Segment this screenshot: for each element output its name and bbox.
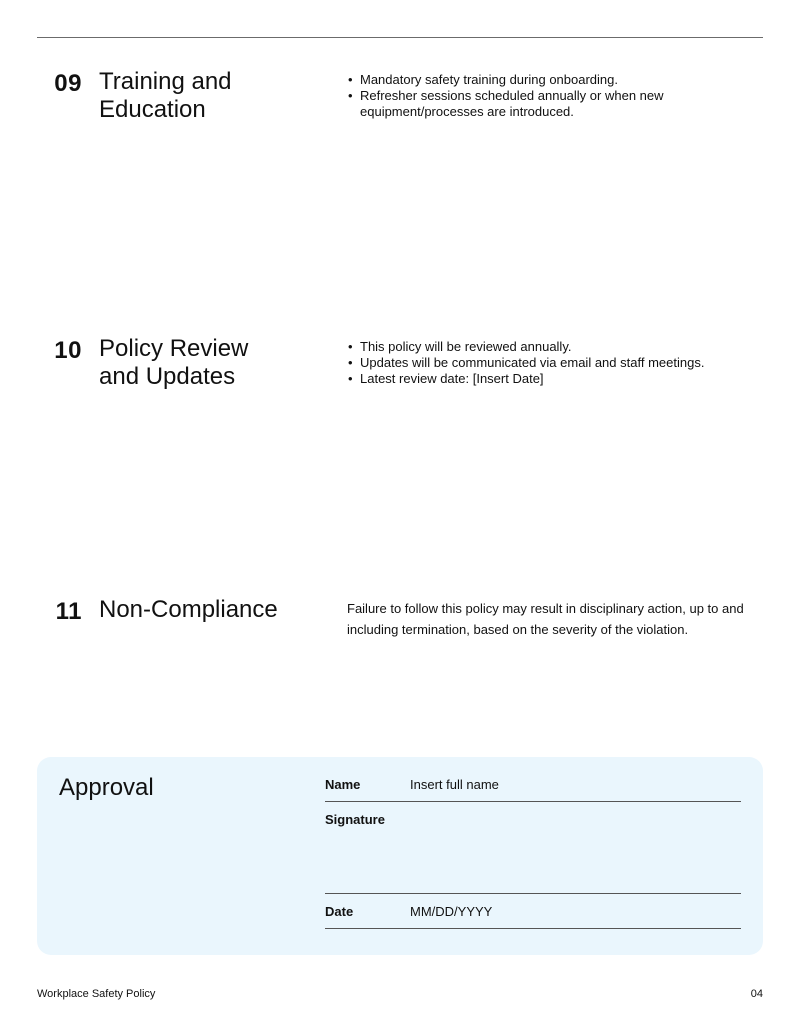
section-title-line: Training and [99, 68, 232, 95]
bullet-item: • Mandatory safety training during onboarding. [347, 72, 677, 88]
section-title [99, 596, 339, 624]
section-title-line: and Updates [99, 363, 236, 390]
date-field[interactable]: MM/DD/YYYY [410, 904, 493, 919]
section-title-line: Policy Review [99, 335, 249, 362]
footer-page-number: 04 [750, 988, 763, 1000]
section-title [99, 335, 319, 391]
section-title [99, 68, 319, 124]
name-underline [325, 801, 741, 802]
section-title-line: Education [99, 96, 206, 123]
section-number: 10 [54, 337, 82, 364]
approval-panel [37, 757, 763, 955]
bullet-item: • Updates will be communicated via email and staff meetings. [347, 355, 767, 371]
bullet-item: • Refresher sessions scheduled annually or when new equipment/processes are introduced. [347, 88, 677, 120]
name-field[interactable]: Insert full name [410, 777, 499, 792]
section-paragraph: Failure to follow this policy may result in disciplinary action, up to and including termination, based on the severity of the violation. [347, 601, 744, 637]
footer-document-title: Workplace Safety Policy [37, 988, 156, 1000]
section-number: 11 [55, 598, 82, 625]
signature-underline [325, 893, 741, 894]
name-label: Name [325, 777, 361, 792]
date-label: Date [325, 904, 354, 919]
approval-title: Approval [59, 774, 154, 801]
section-title-line: Non-Compliance [99, 596, 278, 623]
bullet-item: • This policy will be reviewed annually. [347, 339, 767, 355]
signature-label: Signature [325, 812, 385, 827]
section-body [347, 598, 767, 640]
section-body [347, 339, 767, 387]
section-number: 09 [54, 70, 82, 97]
top-divider [37, 37, 763, 38]
section-body [347, 72, 677, 120]
signature-field[interactable] [325, 832, 741, 892]
bullet-item: • Latest review date: [Insert Date] [347, 371, 767, 387]
date-underline [325, 928, 741, 929]
